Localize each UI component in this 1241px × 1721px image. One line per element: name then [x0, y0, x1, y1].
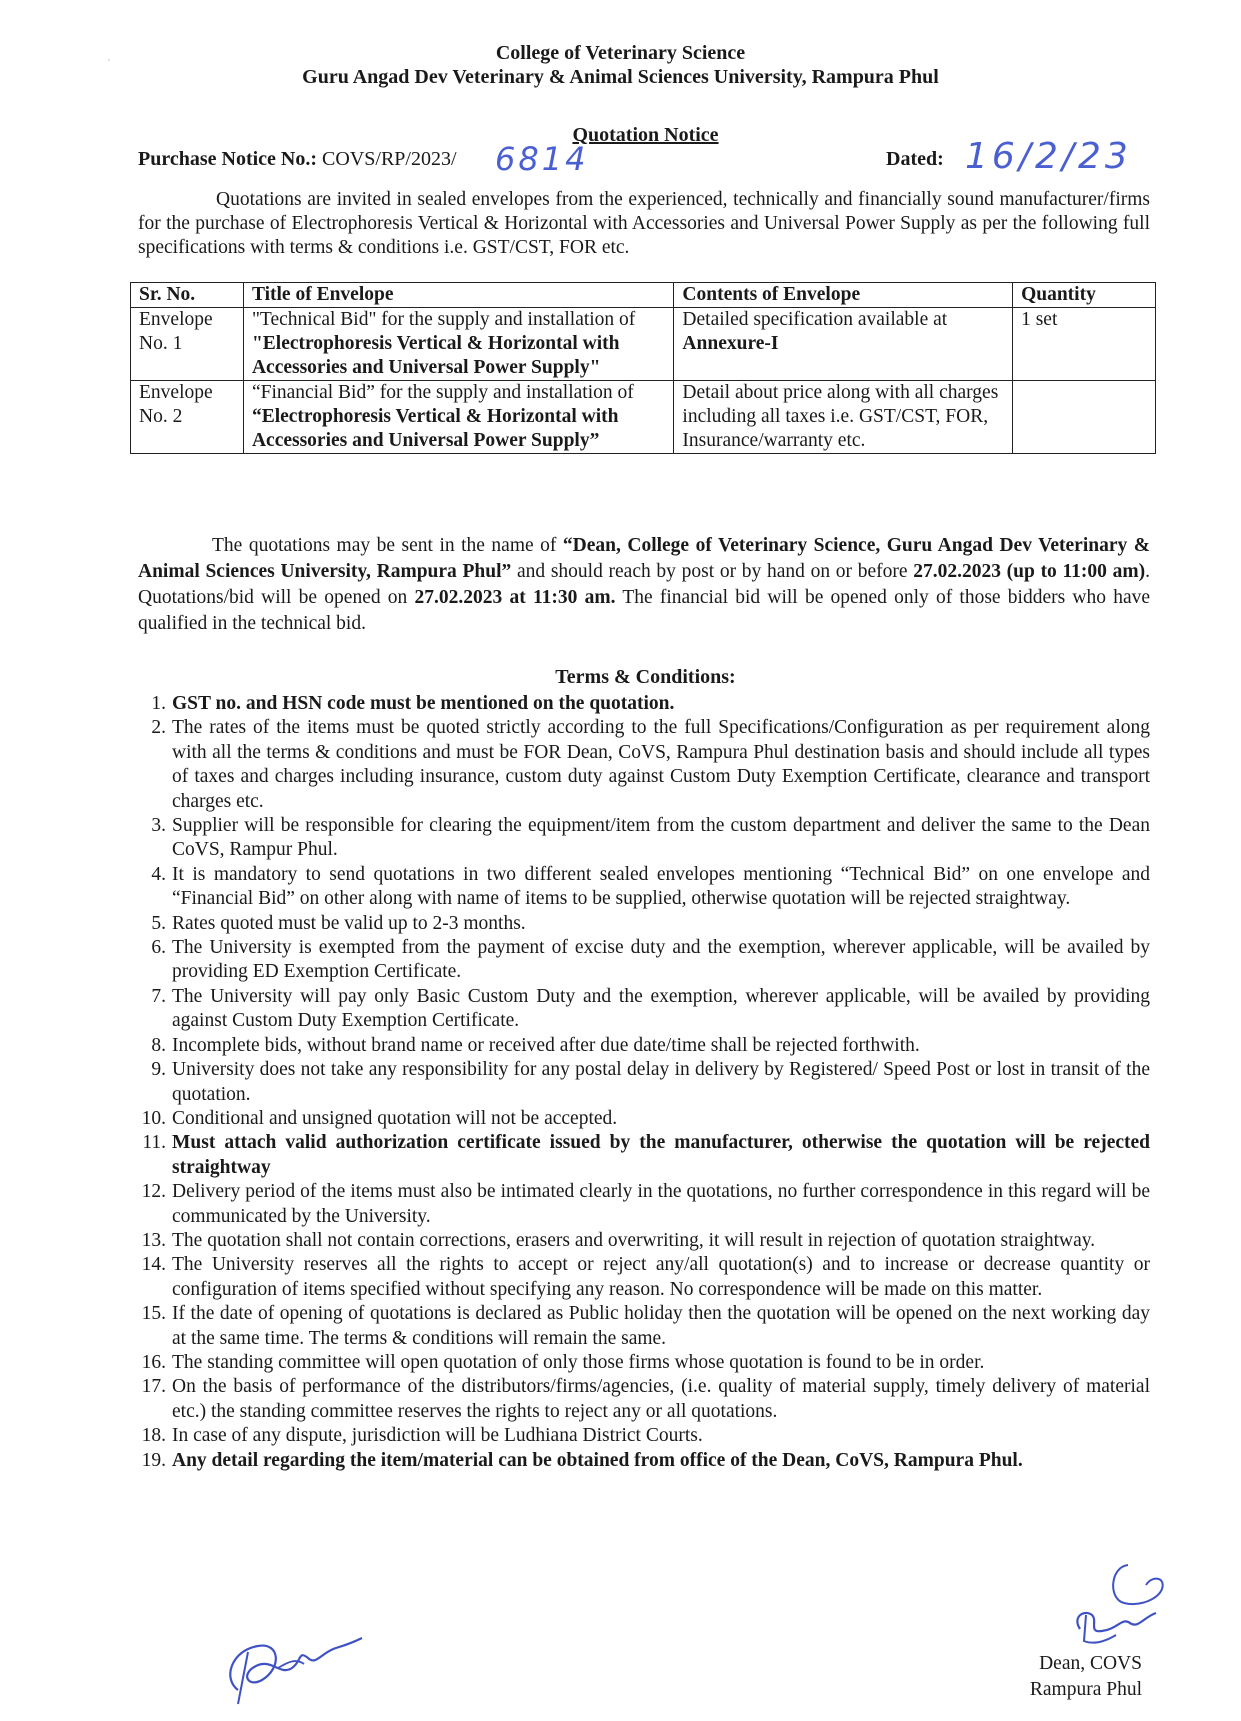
cell-quantity [1013, 381, 1156, 454]
terms-item-text: In case of any dispute, jurisdiction will be Ludhiana District Courts. [172, 1425, 703, 1447]
terms-item [126, 912, 1150, 936]
terms-item-number: 7. [151, 985, 166, 1007]
terms-item-number: 12. [141, 1181, 166, 1203]
signature-right [1066, 1555, 1176, 1650]
terms-item [126, 1302, 1150, 1351]
terms-item-text: If the date of opening of quotations is declared as Public holiday then the quotation will be opened on the next working day at the same time. The terms & conditions will remain the same. [172, 1303, 1150, 1349]
col-sr-no: Sr. No. [131, 283, 244, 308]
terms-item [126, 985, 1150, 1034]
terms-item [126, 716, 1150, 814]
submission-addressee: “Dean, College of Veterinary Science, Guru Angad Dev Veterinary & Animal Sciences University, Rampura Phul” [138, 535, 1150, 582]
terms-item [126, 1424, 1150, 1448]
purchase-notice-line [138, 148, 457, 171]
cell-sr: Envelope No. 1 [131, 308, 244, 381]
terms-item-text: Must attach valid authorization certificate issued by the manufacturer, otherwise the quotation will be rejected straightway [172, 1132, 1150, 1178]
terms-item [126, 1375, 1150, 1424]
terms-item-text: Delivery period of the items must also be intimated clearly in the quotations, no further correspondence in this regard will be communicated by the University. [172, 1181, 1150, 1227]
submission-deadline: 27.02.2023 (up to 11:00 am) [913, 561, 1146, 582]
cell-quantity: 1 set [1013, 308, 1156, 381]
terms-item [126, 1131, 1150, 1180]
handwritten-date: 16/2/23 [965, 136, 1132, 177]
terms-item-number: 16. [141, 1351, 166, 1373]
terms-item-number: 15. [141, 1303, 166, 1325]
terms-item-text: Supplier will be responsible for clearing the equipment/item from the custom department and deliver the same to the Dean CoVS, Rampur Phul. [172, 815, 1150, 861]
terms-item-text: Rates quoted must be valid up to 2-3 months. [172, 912, 526, 934]
terms-item-number: 19. [141, 1449, 166, 1471]
terms-item-text: The University is exempted from the payment of excise duty and the exemption, wherever applicable, will be availed by providing ED Exemption Certificate. [172, 937, 1150, 983]
signatory-block [1010, 1651, 1142, 1703]
terms-item-number: 10. [141, 1107, 166, 1129]
terms-item [126, 1034, 1150, 1058]
opening-datetime: 27.02.2023 at 11:30 am. [414, 587, 616, 608]
university-name: Guru Angad Dev Veterinary & Animal Sciences University, Rampura Phul [302, 66, 939, 88]
terms-item-text: Conditional and unsigned quotation will not be accepted. [172, 1107, 618, 1129]
terms-item-number: 18. [141, 1425, 166, 1447]
intro-paragraph: Quotations are invited in sealed envelopes from the experienced, technically and financially sound manufacturer/firms for the purchase of Electrophoresis Vertical & Horizontal with Accessories and Universal Power Supply as per the following full specifications with terms & conditions i.e. GST/CST, FOR etc. [138, 189, 1150, 258]
contents-plain: Detailed specification available at [682, 309, 948, 330]
contents-bold: Annexure-I [682, 333, 779, 354]
terms-item-text: The University reserves all the rights to accept or reject any/all quotation(s) and to increase or decrease quantity or configuration of items specified without specifying any reason. No correspondence will be made on this matter. [172, 1254, 1150, 1300]
terms-item-number: 17. [141, 1376, 166, 1398]
terms-item [126, 1107, 1150, 1131]
signatory-title: Dean, COVS [1039, 1653, 1142, 1674]
col-contents: Contents of Envelope [674, 283, 1013, 308]
terms-item-number: 8. [151, 1034, 166, 1056]
terms-item-number: 13. [141, 1229, 166, 1251]
terms-item-text: It is mandatory to send quotations in two different sealed envelopes mentioning “Technical Bid” on one envelope and “Financial Bid” on other along with name of items to be supplied, otherwise quotation will be rejected straightway. [172, 863, 1150, 910]
cell-contents [674, 381, 1013, 454]
purchase-notice-prefix: COVS/RP/2023/ [322, 148, 457, 170]
handwritten-notice-number: 6814 [495, 140, 589, 178]
scan-speck: ' [108, 58, 110, 69]
terms-item-text: Incomplete bids, without brand name or received after due date/time shall be rejected forthwith. [172, 1034, 920, 1056]
terms-item [126, 863, 1150, 912]
terms-item-number: 1. [151, 693, 166, 714]
terms-item-text: The University will pay only Basic Custom Duty and the exemption, wherever applicable, will be availed by providing against Custom Duty Exemption Certificate. [172, 985, 1150, 1032]
terms-item-text: GST no. and HSN code must be mentioned on the quotation. [172, 693, 675, 714]
title-bold: “Electrophoresis Vertical & Horizontal with Accessories and Universal Power Supply” [251, 406, 619, 451]
terms-item-text: The rates of the items must be quoted strictly according to the full Specifications/Configuration as per requirement along with all the terms & conditions and must be FOR Dean, CoVS, Rampura Phul destination basis and should include all types of taxes and charges including insurance, custom duty against Custom Duty Exemption Certificate, clearance and transport charges etc. [172, 717, 1150, 812]
cell-title [243, 308, 673, 381]
submission-text: The financial bid will be opened only of those bidders who have qualified in the technical bid. [138, 587, 1151, 634]
terms-item-text: The quotation shall not contain corrections, erasers and overwriting, it will result in rejection of quotation straightway. [172, 1229, 1096, 1251]
col-title: Title of Envelope [243, 283, 673, 308]
contents-plain: Detail about price along with all charges including all taxes i.e. GST/CST, FOR, Insurance/warranty etc. [682, 382, 999, 451]
terms-item-number: 5. [151, 912, 166, 934]
table-row [131, 381, 1156, 454]
col-quantity: Quantity [1013, 283, 1156, 308]
title-plain: "Technical Bid" for the supply and installation of [251, 309, 636, 330]
cell-title [243, 381, 673, 454]
terms-item [126, 814, 1150, 863]
dated-label: Dated: [886, 148, 944, 170]
terms-item-text: University does not take any responsibility for any postal delay in delivery by Registered/ Speed Post or lost in transit of the quotation. [172, 1059, 1150, 1105]
envelope-table [130, 282, 1156, 454]
terms-item-number: 11. [142, 1132, 166, 1154]
submission-paragraph [138, 533, 1150, 637]
terms-item-text: The standing committee will open quotation of only those firms whose quotation is found to be in order. [172, 1351, 985, 1373]
terms-item [126, 1180, 1150, 1229]
terms-item [126, 1058, 1150, 1107]
submission-text: and should reach by post or by hand on or before [511, 561, 914, 582]
title-plain: “Financial Bid” for the supply and installation of [251, 382, 634, 403]
terms-item-number: 14. [141, 1254, 166, 1276]
terms-item [126, 692, 1150, 716]
table-header-row [131, 283, 1156, 308]
terms-item [126, 1449, 1150, 1473]
notice-title: Quotation Notice [572, 124, 719, 146]
terms-item-text: On the basis of performance of the distributors/firms/agencies, (i.e. quality of material supply, timely delivery of material etc.) the standing committee reserves the rights to reject any or all quotations. [172, 1376, 1150, 1422]
signatory-place: Rampura Phul [1029, 1679, 1142, 1700]
terms-item [126, 1253, 1150, 1302]
terms-item-text: Any detail regarding the item/material can be obtained from office of the Dean, CoVS, Rampura Phul. [172, 1449, 1023, 1471]
title-bold: "Electrophoresis Vertical & Horizontal with Accessories and Universal Power Supply" [251, 333, 620, 378]
terms-item [126, 1351, 1150, 1375]
terms-item-number: 2. [151, 717, 166, 739]
signature-left [218, 1628, 368, 1708]
terms-list [126, 692, 1150, 1473]
terms-item-number: 4. [151, 863, 166, 885]
terms-item-number: 9. [151, 1059, 166, 1081]
terms-item [126, 936, 1150, 985]
terms-title: Terms & Conditions: [555, 666, 736, 688]
terms-item-number: 3. [151, 815, 166, 837]
table-row [131, 308, 1156, 381]
terms-item [126, 1229, 1150, 1253]
submission-text: . Quotations/bid will be opened on [138, 561, 1150, 608]
submission-text: The quotations may be sent in the name of [212, 535, 563, 556]
cell-contents [674, 308, 1013, 381]
terms-item-number: 6. [151, 937, 166, 959]
purchase-notice-label: Purchase Notice No.: [138, 148, 318, 170]
cell-sr: Envelope No. 2 [131, 381, 244, 454]
college-name: College of Veterinary Science [495, 42, 746, 64]
